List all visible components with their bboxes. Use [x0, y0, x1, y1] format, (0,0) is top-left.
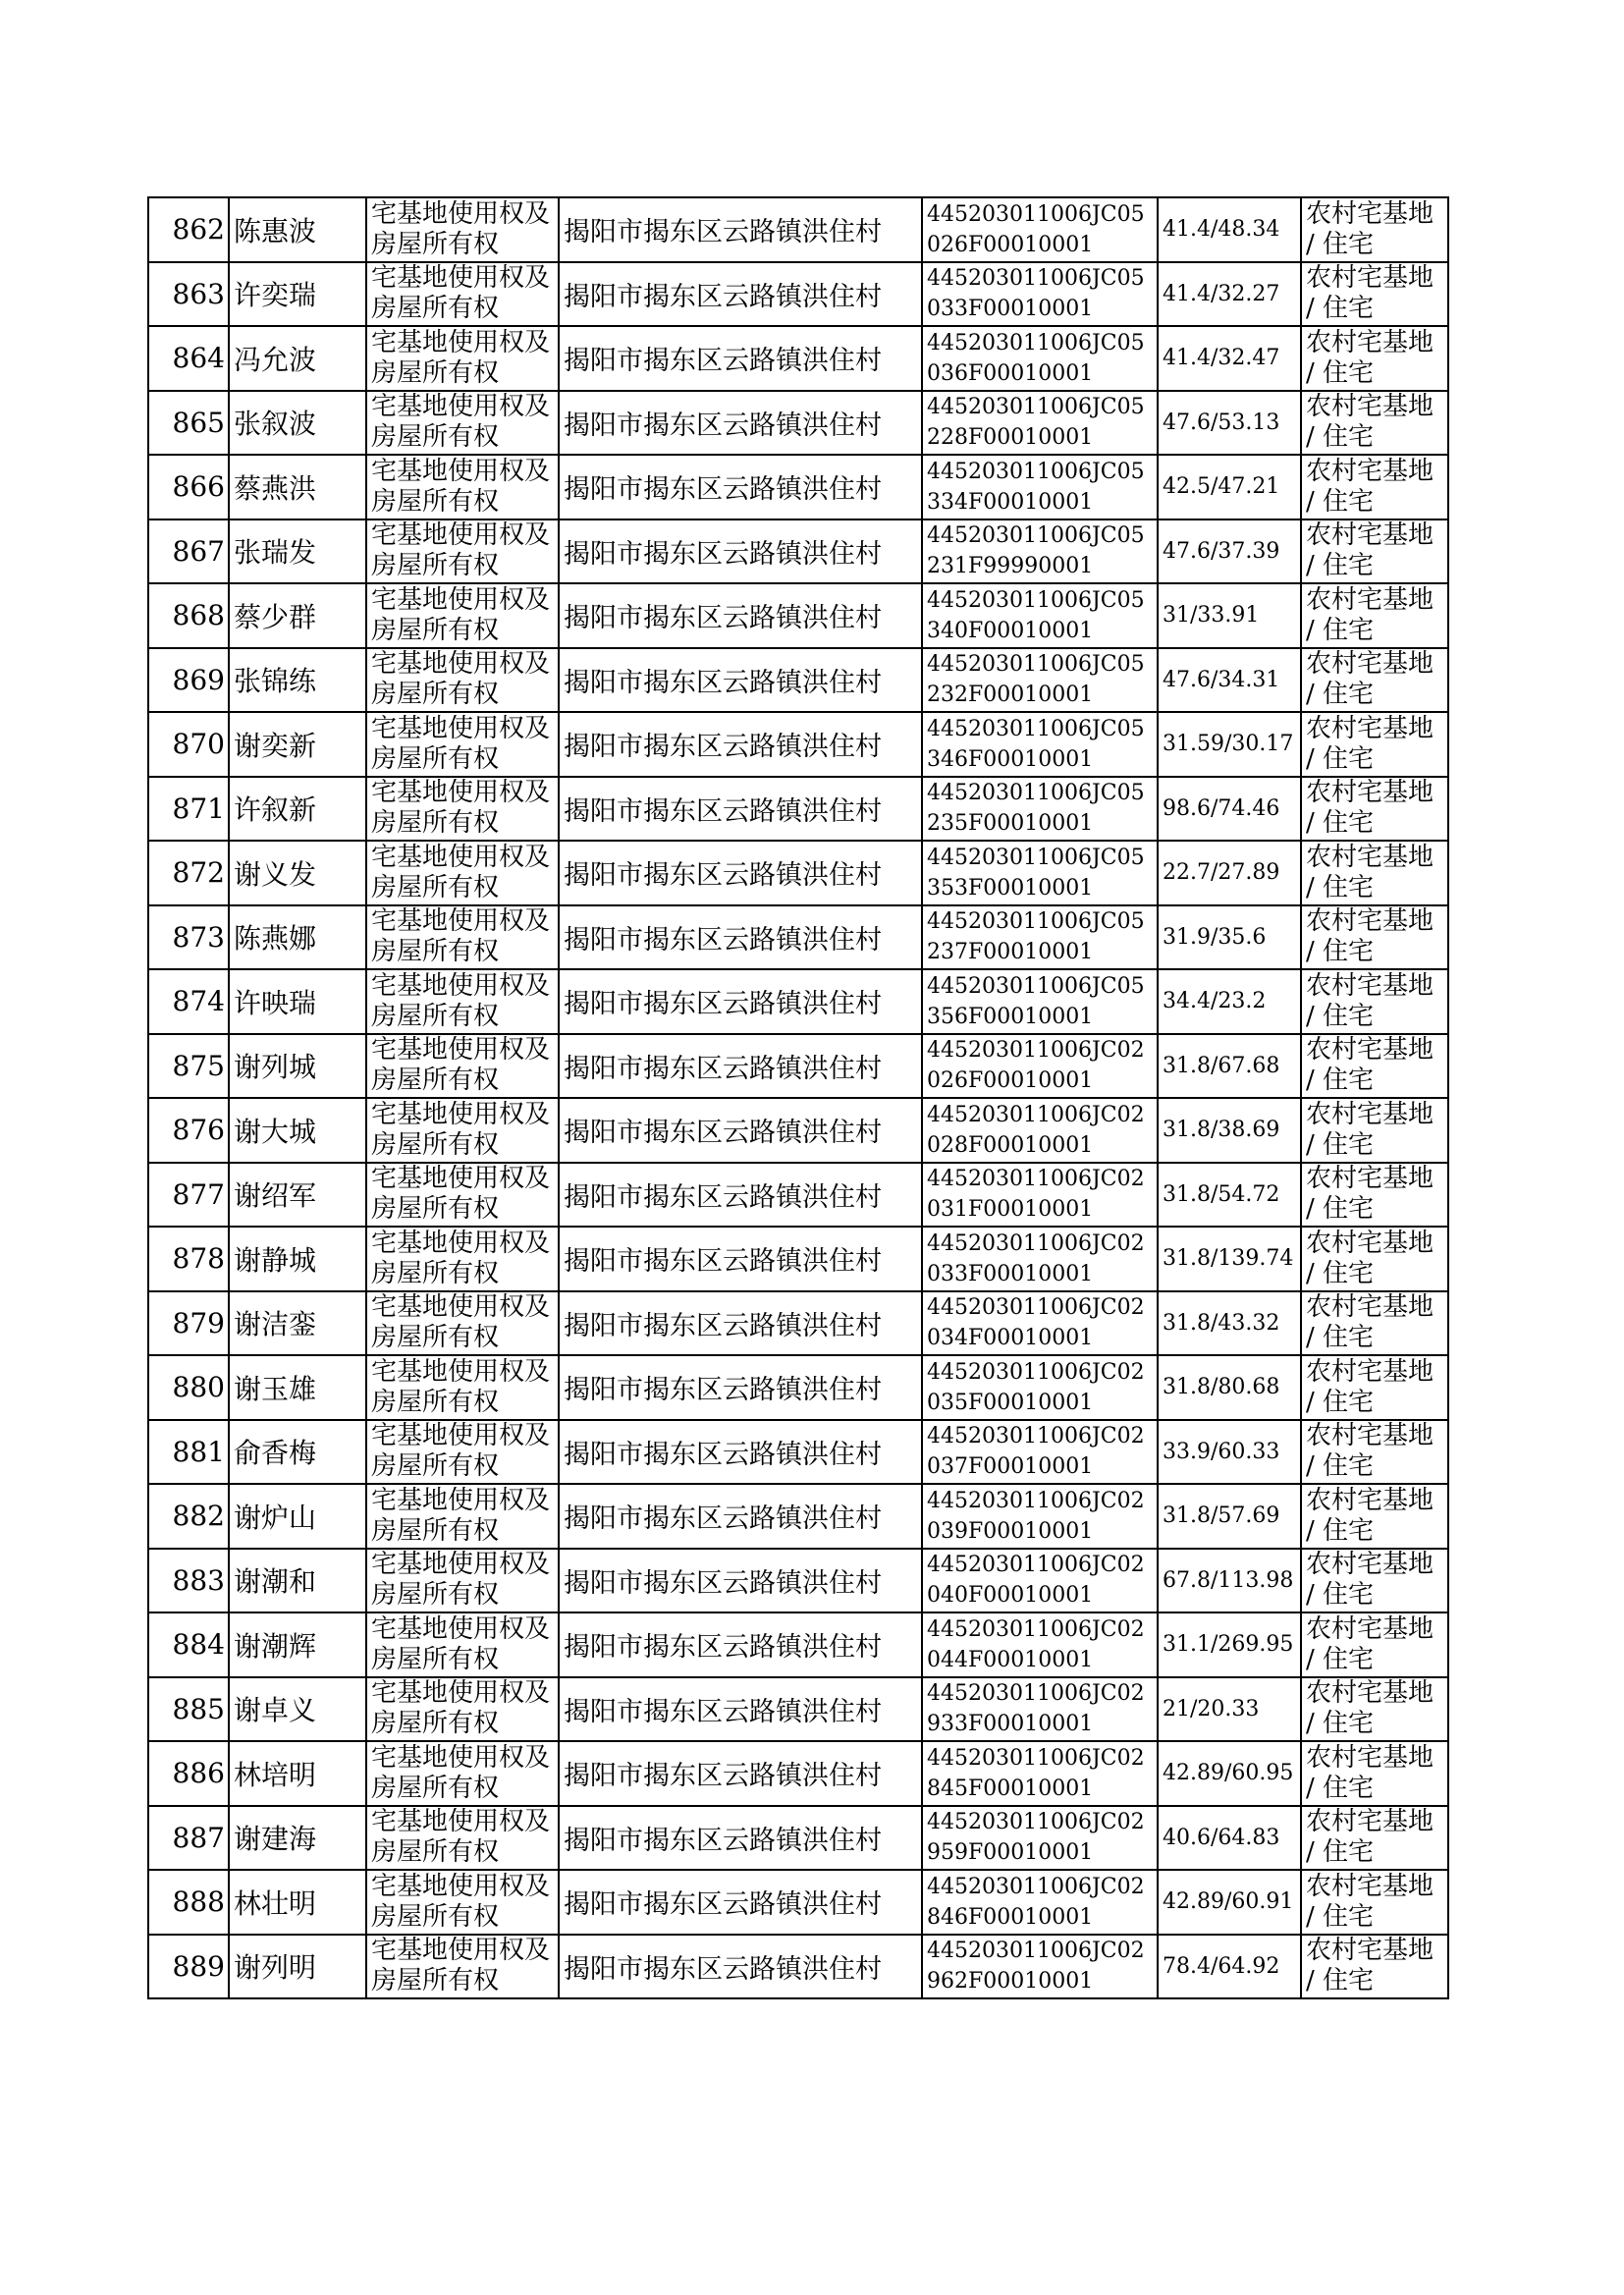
row-number-cell: 880 [148, 1355, 229, 1420]
table-row [148, 1741, 1448, 1806]
land-use-cell: 农村宅基地 / 住宅 [1301, 262, 1448, 327]
row-number-cell: 875 [148, 1034, 229, 1099]
right-type-cell: 宅基地使用权及房屋所有权 [366, 519, 559, 584]
parcel-code-cell: 445203011006JC02028F00010001 [922, 1098, 1158, 1163]
table-row [148, 1612, 1448, 1677]
area-value-cell: 31.9/35.6 [1158, 905, 1301, 970]
owner-name-cell: 张瑞发 [229, 519, 366, 584]
property-address-cell: 揭阳市揭东区云路镇洪住村 [559, 1034, 922, 1099]
table-row [148, 648, 1448, 713]
parcel-code-cell: 445203011006JC02039F00010001 [922, 1484, 1158, 1549]
owner-name-cell: 蔡燕洪 [229, 455, 366, 519]
owner-name-cell: 俞香梅 [229, 1420, 366, 1485]
land-use-cell: 农村宅基地 / 住宅 [1301, 1355, 1448, 1420]
table-row [148, 519, 1448, 584]
property-address-cell: 揭阳市揭东区云路镇洪住村 [559, 391, 922, 456]
parcel-code-cell: 445203011006JC05228F00010001 [922, 391, 1158, 456]
row-number-cell: 881 [148, 1420, 229, 1485]
parcel-code-cell: 445203011006JC05334F00010001 [922, 455, 1158, 519]
land-use-cell: 农村宅基地 / 住宅 [1301, 391, 1448, 456]
area-value-cell: 78.4/64.92 [1158, 1935, 1301, 1999]
owner-name-cell: 谢洁銮 [229, 1291, 366, 1356]
parcel-code-cell: 445203011006JC05026F00010001 [922, 197, 1158, 262]
parcel-code-cell: 445203011006JC02040F00010001 [922, 1549, 1158, 1613]
owner-name-cell: 谢炉山 [229, 1484, 366, 1549]
land-use-cell: 农村宅基地 / 住宅 [1301, 969, 1448, 1034]
right-type-cell: 宅基地使用权及房屋所有权 [366, 1484, 559, 1549]
owner-name-cell: 谢静城 [229, 1227, 366, 1291]
property-address-cell: 揭阳市揭东区云路镇洪住村 [559, 905, 922, 970]
land-use-cell: 农村宅基地 / 住宅 [1301, 1935, 1448, 1999]
parcel-code-cell: 445203011006JC02962F00010001 [922, 1935, 1158, 1999]
table-row [148, 1227, 1448, 1291]
property-address-cell: 揭阳市揭东区云路镇洪住村 [559, 326, 922, 391]
land-use-cell: 农村宅基地 / 住宅 [1301, 326, 1448, 391]
area-value-cell: 42.5/47.21 [1158, 455, 1301, 519]
row-number-cell: 879 [148, 1291, 229, 1356]
table-row [148, 1420, 1448, 1485]
right-type-cell: 宅基地使用权及房屋所有权 [366, 455, 559, 519]
land-use-cell: 农村宅基地 / 住宅 [1301, 1227, 1448, 1291]
property-address-cell: 揭阳市揭东区云路镇洪住村 [559, 1612, 922, 1677]
land-use-cell: 农村宅基地 / 住宅 [1301, 841, 1448, 905]
table-row [148, 712, 1448, 777]
row-number-cell: 889 [148, 1935, 229, 1999]
table-row [148, 1677, 1448, 1742]
row-number-cell: 872 [148, 841, 229, 905]
registry-table [147, 196, 1449, 1999]
row-number-cell: 883 [148, 1549, 229, 1613]
owner-name-cell: 谢建海 [229, 1806, 366, 1871]
owner-name-cell: 谢玉雄 [229, 1355, 366, 1420]
row-number-cell: 876 [148, 1098, 229, 1163]
land-use-cell: 农村宅基地 / 住宅 [1301, 455, 1448, 519]
parcel-code-cell: 445203011006JC05036F00010001 [922, 326, 1158, 391]
right-type-cell: 宅基地使用权及房屋所有权 [366, 648, 559, 713]
table-row [148, 1163, 1448, 1228]
parcel-code-cell: 445203011006JC05353F00010001 [922, 841, 1158, 905]
property-address-cell: 揭阳市揭东区云路镇洪住村 [559, 1870, 922, 1935]
parcel-code-cell: 445203011006JC02035F00010001 [922, 1355, 1158, 1420]
table-row [148, 197, 1448, 262]
land-use-cell: 农村宅基地 / 住宅 [1301, 1806, 1448, 1871]
right-type-cell: 宅基地使用权及房屋所有权 [366, 841, 559, 905]
land-use-cell: 农村宅基地 / 住宅 [1301, 1420, 1448, 1485]
right-type-cell: 宅基地使用权及房屋所有权 [366, 1935, 559, 1999]
parcel-code-cell: 445203011006JC02031F00010001 [922, 1163, 1158, 1228]
table-row [148, 262, 1448, 327]
land-use-cell: 农村宅基地 / 住宅 [1301, 1098, 1448, 1163]
property-address-cell: 揭阳市揭东区云路镇洪住村 [559, 1935, 922, 1999]
property-address-cell: 揭阳市揭东区云路镇洪住村 [559, 1291, 922, 1356]
right-type-cell: 宅基地使用权及房屋所有权 [366, 1806, 559, 1871]
owner-name-cell: 陈惠波 [229, 197, 366, 262]
right-type-cell: 宅基地使用权及房屋所有权 [366, 712, 559, 777]
row-number-cell: 863 [148, 262, 229, 327]
row-number-cell: 870 [148, 712, 229, 777]
right-type-cell: 宅基地使用权及房屋所有权 [366, 1355, 559, 1420]
area-value-cell: 41.4/32.47 [1158, 326, 1301, 391]
row-number-cell: 866 [148, 455, 229, 519]
land-use-cell: 农村宅基地 / 住宅 [1301, 777, 1448, 842]
owner-name-cell: 林壮明 [229, 1870, 366, 1935]
table-row [148, 1484, 1448, 1549]
property-address-cell: 揭阳市揭东区云路镇洪住村 [559, 841, 922, 905]
right-type-cell: 宅基地使用权及房屋所有权 [366, 1163, 559, 1228]
row-number-cell: 882 [148, 1484, 229, 1549]
row-number-cell: 862 [148, 197, 229, 262]
table-row [148, 391, 1448, 456]
right-type-cell: 宅基地使用权及房屋所有权 [366, 1098, 559, 1163]
owner-name-cell: 蔡少群 [229, 583, 366, 648]
parcel-code-cell: 445203011006JC05340F00010001 [922, 583, 1158, 648]
parcel-code-cell: 445203011006JC05232F00010001 [922, 648, 1158, 713]
area-value-cell: 41.4/48.34 [1158, 197, 1301, 262]
owner-name-cell: 冯允波 [229, 326, 366, 391]
property-address-cell: 揭阳市揭东区云路镇洪住村 [559, 519, 922, 584]
property-address-cell: 揭阳市揭东区云路镇洪住村 [559, 1227, 922, 1291]
parcel-code-cell: 445203011006JC05346F00010001 [922, 712, 1158, 777]
property-address-cell: 揭阳市揭东区云路镇洪住村 [559, 262, 922, 327]
property-address-cell: 揭阳市揭东区云路镇洪住村 [559, 1806, 922, 1871]
property-address-cell: 揭阳市揭东区云路镇洪住村 [559, 1741, 922, 1806]
area-value-cell: 42.89/60.91 [1158, 1870, 1301, 1935]
area-value-cell: 41.4/32.27 [1158, 262, 1301, 327]
area-value-cell: 31.8/139.74 [1158, 1227, 1301, 1291]
parcel-code-cell: 445203011006JC02026F00010001 [922, 1034, 1158, 1099]
land-use-cell: 农村宅基地 / 住宅 [1301, 1034, 1448, 1099]
area-value-cell: 31.8/43.32 [1158, 1291, 1301, 1356]
parcel-code-cell: 445203011006JC02044F00010001 [922, 1612, 1158, 1677]
area-value-cell: 31.1/269.95 [1158, 1612, 1301, 1677]
area-value-cell: 98.6/74.46 [1158, 777, 1301, 842]
property-address-cell: 揭阳市揭东区云路镇洪住村 [559, 455, 922, 519]
row-number-cell: 864 [148, 326, 229, 391]
property-address-cell: 揭阳市揭东区云路镇洪住村 [559, 777, 922, 842]
parcel-code-cell: 445203011006JC05033F00010001 [922, 262, 1158, 327]
owner-name-cell: 张叙波 [229, 391, 366, 456]
land-use-cell: 农村宅基地 / 住宅 [1301, 1484, 1448, 1549]
area-value-cell: 31.8/38.69 [1158, 1098, 1301, 1163]
right-type-cell: 宅基地使用权及房屋所有权 [366, 1227, 559, 1291]
right-type-cell: 宅基地使用权及房屋所有权 [366, 197, 559, 262]
table-row [148, 1870, 1448, 1935]
land-use-cell: 农村宅基地 / 住宅 [1301, 519, 1448, 584]
right-type-cell: 宅基地使用权及房屋所有权 [366, 1034, 559, 1099]
parcel-code-cell: 445203011006JC02933F00010001 [922, 1677, 1158, 1742]
parcel-code-cell: 445203011006JC05235F00010001 [922, 777, 1158, 842]
land-use-cell: 农村宅基地 / 住宅 [1301, 905, 1448, 970]
area-value-cell: 47.6/37.39 [1158, 519, 1301, 584]
property-address-cell: 揭阳市揭东区云路镇洪住村 [559, 1163, 922, 1228]
table-row [148, 969, 1448, 1034]
owner-name-cell: 谢列明 [229, 1935, 366, 1999]
property-address-cell: 揭阳市揭东区云路镇洪住村 [559, 1420, 922, 1485]
land-use-cell: 农村宅基地 / 住宅 [1301, 712, 1448, 777]
owner-name-cell: 张锦练 [229, 648, 366, 713]
property-address-cell: 揭阳市揭东区云路镇洪住村 [559, 1484, 922, 1549]
owner-name-cell: 谢潮和 [229, 1549, 366, 1613]
land-use-cell: 农村宅基地 / 住宅 [1301, 197, 1448, 262]
land-use-cell: 农村宅基地 / 住宅 [1301, 1870, 1448, 1935]
owner-name-cell: 陈燕娜 [229, 905, 366, 970]
area-value-cell: 31.8/57.69 [1158, 1484, 1301, 1549]
property-address-cell: 揭阳市揭东区云路镇洪住村 [559, 583, 922, 648]
land-use-cell: 农村宅基地 / 住宅 [1301, 1741, 1448, 1806]
right-type-cell: 宅基地使用权及房屋所有权 [366, 583, 559, 648]
owner-name-cell: 谢卓义 [229, 1677, 366, 1742]
row-number-cell: 868 [148, 583, 229, 648]
area-value-cell: 40.6/64.83 [1158, 1806, 1301, 1871]
parcel-code-cell: 445203011006JC05231F99990001 [922, 519, 1158, 584]
table-row [148, 1098, 1448, 1163]
owner-name-cell: 谢列城 [229, 1034, 366, 1099]
right-type-cell: 宅基地使用权及房屋所有权 [366, 1291, 559, 1356]
property-address-cell: 揭阳市揭东区云路镇洪住村 [559, 648, 922, 713]
table-row [148, 1355, 1448, 1420]
parcel-code-cell: 445203011006JC02846F00010001 [922, 1870, 1158, 1935]
right-type-cell: 宅基地使用权及房屋所有权 [366, 1741, 559, 1806]
parcel-code-cell: 445203011006JC02845F00010001 [922, 1741, 1158, 1806]
row-number-cell: 887 [148, 1806, 229, 1871]
right-type-cell: 宅基地使用权及房屋所有权 [366, 1870, 559, 1935]
table-row [148, 1549, 1448, 1613]
row-number-cell: 865 [148, 391, 229, 456]
right-type-cell: 宅基地使用权及房屋所有权 [366, 391, 559, 456]
area-value-cell: 21/20.33 [1158, 1677, 1301, 1742]
land-use-cell: 农村宅基地 / 住宅 [1301, 648, 1448, 713]
property-address-cell: 揭阳市揭东区云路镇洪住村 [559, 1677, 922, 1742]
area-value-cell: 47.6/53.13 [1158, 391, 1301, 456]
land-use-cell: 农村宅基地 / 住宅 [1301, 1291, 1448, 1356]
owner-name-cell: 谢大城 [229, 1098, 366, 1163]
table-row [148, 326, 1448, 391]
table-row [148, 1291, 1448, 1356]
area-value-cell: 47.6/34.31 [1158, 648, 1301, 713]
table-row [148, 1806, 1448, 1871]
owner-name-cell: 许奕瑞 [229, 262, 366, 327]
land-use-cell: 农村宅基地 / 住宅 [1301, 1163, 1448, 1228]
right-type-cell: 宅基地使用权及房屋所有权 [366, 905, 559, 970]
land-use-cell: 农村宅基地 / 住宅 [1301, 1612, 1448, 1677]
parcel-code-cell: 445203011006JC05356F00010001 [922, 969, 1158, 1034]
row-number-cell: 873 [148, 905, 229, 970]
owner-name-cell: 谢绍军 [229, 1163, 366, 1228]
property-address-cell: 揭阳市揭东区云路镇洪住村 [559, 1549, 922, 1613]
property-address-cell: 揭阳市揭东区云路镇洪住村 [559, 969, 922, 1034]
area-value-cell: 31/33.91 [1158, 583, 1301, 648]
area-value-cell: 31.8/80.68 [1158, 1355, 1301, 1420]
right-type-cell: 宅基地使用权及房屋所有权 [366, 326, 559, 391]
land-use-cell: 农村宅基地 / 住宅 [1301, 583, 1448, 648]
owner-name-cell: 谢潮辉 [229, 1612, 366, 1677]
row-number-cell: 874 [148, 969, 229, 1034]
right-type-cell: 宅基地使用权及房屋所有权 [366, 1549, 559, 1613]
row-number-cell: 885 [148, 1677, 229, 1742]
table-row [148, 777, 1448, 842]
row-number-cell: 884 [148, 1612, 229, 1677]
parcel-code-cell: 445203011006JC02034F00010001 [922, 1291, 1158, 1356]
row-number-cell: 877 [148, 1163, 229, 1228]
registry-sheet [147, 196, 1449, 1999]
area-value-cell: 34.4/23.2 [1158, 969, 1301, 1034]
owner-name-cell: 谢奕新 [229, 712, 366, 777]
row-number-cell: 878 [148, 1227, 229, 1291]
parcel-code-cell: 445203011006JC02959F00010001 [922, 1806, 1158, 1871]
right-type-cell: 宅基地使用权及房屋所有权 [366, 969, 559, 1034]
area-value-cell: 31.8/54.72 [1158, 1163, 1301, 1228]
right-type-cell: 宅基地使用权及房屋所有权 [366, 777, 559, 842]
property-address-cell: 揭阳市揭东区云路镇洪住村 [559, 1098, 922, 1163]
area-value-cell: 67.8/113.98 [1158, 1549, 1301, 1613]
land-use-cell: 农村宅基地 / 住宅 [1301, 1549, 1448, 1613]
right-type-cell: 宅基地使用权及房屋所有权 [366, 262, 559, 327]
registry-table-body [148, 197, 1448, 1998]
right-type-cell: 宅基地使用权及房屋所有权 [366, 1677, 559, 1742]
row-number-cell: 867 [148, 519, 229, 584]
table-row [148, 583, 1448, 648]
table-row [148, 1935, 1448, 1999]
property-address-cell: 揭阳市揭东区云路镇洪住村 [559, 1355, 922, 1420]
area-value-cell: 31.59/30.17 [1158, 712, 1301, 777]
table-row [148, 455, 1448, 519]
land-use-cell: 农村宅基地 / 住宅 [1301, 1677, 1448, 1742]
row-number-cell: 871 [148, 777, 229, 842]
table-row [148, 905, 1448, 970]
area-value-cell: 42.89/60.95 [1158, 1741, 1301, 1806]
area-value-cell: 31.8/67.68 [1158, 1034, 1301, 1099]
table-row [148, 1034, 1448, 1099]
area-value-cell: 33.9/60.33 [1158, 1420, 1301, 1485]
area-value-cell: 22.7/27.89 [1158, 841, 1301, 905]
parcel-code-cell: 445203011006JC02033F00010001 [922, 1227, 1158, 1291]
row-number-cell: 888 [148, 1870, 229, 1935]
property-address-cell: 揭阳市揭东区云路镇洪住村 [559, 197, 922, 262]
table-row [148, 841, 1448, 905]
owner-name-cell: 谢义发 [229, 841, 366, 905]
right-type-cell: 宅基地使用权及房屋所有权 [366, 1612, 559, 1677]
row-number-cell: 886 [148, 1741, 229, 1806]
owner-name-cell: 林培明 [229, 1741, 366, 1806]
owner-name-cell: 许叙新 [229, 777, 366, 842]
parcel-code-cell: 445203011006JC05237F00010001 [922, 905, 1158, 970]
right-type-cell: 宅基地使用权及房屋所有权 [366, 1420, 559, 1485]
property-address-cell: 揭阳市揭东区云路镇洪住村 [559, 712, 922, 777]
owner-name-cell: 许映瑞 [229, 969, 366, 1034]
row-number-cell: 869 [148, 648, 229, 713]
parcel-code-cell: 445203011006JC02037F00010001 [922, 1420, 1158, 1485]
